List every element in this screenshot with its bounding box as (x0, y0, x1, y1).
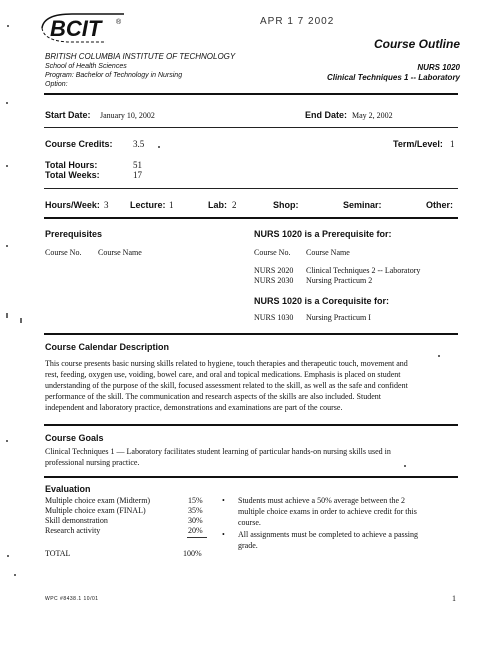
evaluation-row (44, 506, 224, 516)
calendar-divider (44, 424, 458, 426)
hours-week-label: Hours/Week: (45, 200, 100, 210)
other-label: Other: (426, 200, 453, 210)
evaluation-item: Skill demonstration (45, 516, 108, 525)
term-level-label: Term/Level: (393, 139, 443, 149)
school-name: School of Health Sciences (45, 63, 127, 70)
term-level-value: 1 (450, 139, 455, 149)
note-line: course. (238, 518, 261, 527)
total-weeks-value: 17 (133, 170, 142, 180)
note-line: multiple choice exams in order to achieve credit for this (238, 507, 417, 516)
scan-speck (20, 318, 22, 323)
prerequisite-for-title: NURS 1020 is a Prerequisite for: (254, 229, 392, 239)
prereq-for-row-1-name: Clinical Techniques 2 -- Laboratory (306, 266, 421, 275)
note-line: grade. (238, 541, 258, 550)
bcit-logo (36, 8, 132, 48)
scan-speck (438, 355, 440, 357)
evaluation-title: Evaluation (45, 484, 91, 494)
prereq-col-number: Course No. (45, 248, 82, 257)
bullet-icon: • (222, 496, 225, 505)
end-date-label: End Date: (305, 110, 348, 120)
coreq-for-row-1-name: Nursing Practicum I (306, 313, 371, 322)
corequisite-for-title: NURS 1020 is a Corequisite for: (254, 296, 390, 306)
evaluation-note-2 (238, 529, 463, 551)
footer-code: WPC #8438.1 10/01 (45, 596, 99, 602)
evaluation-row (44, 496, 224, 506)
scan-speck (404, 465, 406, 467)
hours-divider (44, 217, 458, 219)
scan-speck (6, 102, 8, 104)
scan-speck (6, 165, 8, 167)
shop-label: Shop: (273, 200, 299, 210)
received-stamp: APR 1 7 2002 (260, 16, 335, 27)
course-title: Clinical Techniques 1 -- Laboratory (326, 73, 460, 82)
logo-text: BCIT (50, 16, 102, 41)
lecture-value: 1 (169, 200, 174, 210)
header-divider (44, 93, 458, 95)
evaluation-percent: 30% (188, 516, 203, 525)
page-number: 1 (452, 594, 456, 603)
end-date-value: May 2, 2002 (352, 111, 393, 120)
scan-speck (7, 25, 9, 27)
course-goals-body (45, 446, 465, 468)
calendar-description-title: Course Calendar Description (45, 342, 170, 352)
total-hours-value: 51 (133, 160, 142, 170)
evaluation-item: Research activity (45, 526, 101, 535)
evaluation-percent: 20% (188, 526, 203, 535)
dates-divider (44, 127, 458, 128)
evaluation-item: Multiple choice exam (FINAL) (45, 506, 146, 515)
evaluation-note-1 (238, 495, 463, 528)
goals-line: Clinical Techniques 1 — Laboratory facilitates student learning of particular hands-on nursing skills used in (45, 447, 391, 456)
seminar-label: Seminar: (343, 200, 382, 210)
calendar-line: rest, feeding, oxygen use, voiding, bowel care, and oral and topical medications. Emphasis is placed on student (45, 370, 401, 379)
scan-speck (6, 313, 8, 318)
goals-line: professional nursing practice. (45, 458, 140, 467)
calendar-line: This course presents basic nursing skills related to hygiene, touch therapies and therapeutic touch, movement and (45, 359, 408, 368)
calendar-description-body (45, 358, 465, 413)
calendar-line: understanding of the purpose of the skill, focused assessment related to the skill, as well as the safe and confident (45, 381, 408, 390)
scan-speck (7, 555, 9, 557)
note-line: All assignments must be completed to achieve a passing (238, 530, 418, 539)
lecture-label: Lecture: (130, 200, 166, 210)
option-label: Option: (45, 81, 68, 88)
coreq-for-row-1-number: NURS 1030 (254, 313, 294, 322)
lab-label: Lab: (208, 200, 227, 210)
calendar-line: performance of the skill. The communication and research aspects of the skills are also included. Student (45, 392, 381, 401)
course-goals-title: Course Goals (45, 433, 104, 443)
total-weeks-label: Total Weeks: (45, 170, 100, 180)
prereq-col-name: Course Name (98, 248, 142, 257)
svg-text:®: ® (116, 19, 122, 26)
prereq-for-row-2-number: NURS 2030 (254, 276, 294, 285)
document-title: Course Outline (373, 37, 460, 51)
lab-value: 2 (232, 200, 237, 210)
calendar-line: independent and laboratory practice, demonstrations and examinations are part of the course. (45, 403, 343, 412)
scan-speck (6, 440, 8, 442)
total-underline (187, 537, 207, 538)
prereq-for-row-2-name: Nursing Practicum 2 (306, 276, 373, 285)
prereq-for-col-number: Course No. (254, 248, 291, 257)
evaluation-item: Multiple choice exam (Midterm) (45, 496, 151, 505)
prereq-for-col-name: Course Name (306, 248, 350, 257)
prereq-for-row-1-number: NURS 2020 (254, 266, 294, 275)
prerequisites-title: Prerequisites (45, 229, 103, 239)
credits-value: 3.5 (133, 139, 145, 149)
start-date-value: January 10, 2002 (100, 111, 155, 120)
scan-speck (14, 574, 16, 576)
hours-week-value: 3 (104, 200, 109, 210)
course-code: NURS 1020 (417, 63, 460, 72)
scan-speck (158, 146, 160, 148)
note-line: Students must achieve a 50% average between the 2 (238, 496, 406, 505)
credits-label: Course Credits: (45, 139, 113, 149)
evaluation-total-row (44, 549, 224, 559)
institute-name: BRITISH COLUMBIA INSTITUTE OF TECHNOLOGY (45, 52, 236, 61)
prereq-divider (44, 333, 458, 335)
bullet-icon: • (222, 530, 225, 539)
program-name: Program: Bachelor of Technology in Nursing (45, 72, 183, 79)
evaluation-row (44, 526, 224, 536)
total-hours-label: Total Hours: (45, 160, 98, 170)
evaluation-percent: 15% (188, 496, 203, 505)
evaluation-row (44, 516, 224, 526)
start-date-label: Start Date: (45, 110, 91, 120)
evaluation-percent: 35% (188, 506, 203, 515)
scan-speck (6, 245, 8, 247)
credits-divider (44, 188, 458, 189)
evaluation-total-percent: 100% (183, 549, 202, 558)
evaluation-total-label: TOTAL (45, 549, 71, 558)
goals-divider (44, 476, 458, 478)
